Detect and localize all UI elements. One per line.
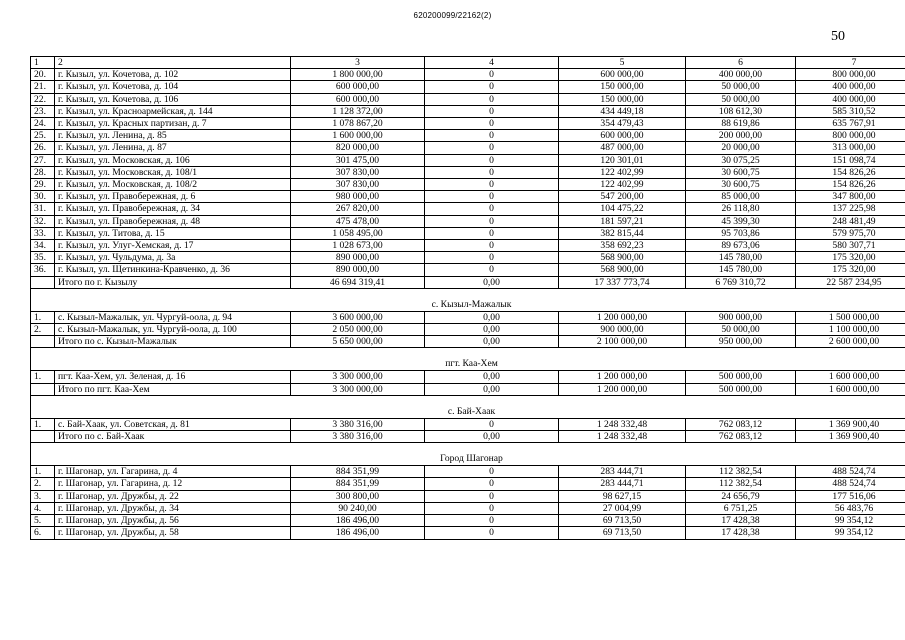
cell-col-5: 69 713,50 <box>559 515 686 527</box>
cell-col-5: 122 402,99 <box>559 179 686 191</box>
cell-col-7: 154 826,26 <box>796 179 905 191</box>
cell-col-3: 475 478,00 <box>291 215 425 227</box>
section-title: пгт. Каа-Хем <box>31 348 905 371</box>
cell-col-2: с. Кызыл-Мажалык, ул. Чургуй-оола, д. 100 <box>55 324 291 336</box>
cell-col-3: 820 000,00 <box>291 142 425 154</box>
cell-col-3: 5 650 000,00 <box>291 336 425 348</box>
cell-col-7: 400 000,00 <box>796 93 905 105</box>
cell-col-1: 35. <box>31 252 55 264</box>
cell-col-1: 1. <box>31 466 55 478</box>
cell-col-1: 1. <box>31 311 55 323</box>
cell-col-4: 0 <box>425 69 559 81</box>
cell-col-1 <box>31 431 55 443</box>
table-row <box>31 166 905 178</box>
table-row <box>31 191 905 203</box>
cell-col-1: 27. <box>31 154 55 166</box>
cell-col-6: 45 399,30 <box>686 215 796 227</box>
cell-col-4: 0,00 <box>425 311 559 323</box>
table-row <box>31 252 905 264</box>
section-title: с. Бай-Хаак <box>31 395 905 418</box>
cell-col-7: 1 500 000,00 <box>796 311 905 323</box>
table-row <box>31 478 905 490</box>
cell-col-1: 1. <box>31 418 55 430</box>
cell-col-4: 0,00 <box>425 276 559 288</box>
cell-col-1: 24. <box>31 118 55 130</box>
table-row <box>31 502 905 514</box>
table-row <box>31 490 905 502</box>
total-row <box>31 383 905 395</box>
cell-col-1: 6. <box>31 527 55 539</box>
section-header-row <box>31 348 905 371</box>
cell-col-1: 4. <box>31 502 55 514</box>
cell-col-4: 0,00 <box>425 324 559 336</box>
cell-col-2: г. Кызыл, ул. Правобережная, д. 6 <box>55 191 291 203</box>
table-row <box>31 371 905 383</box>
cell-col-6: 500 000,00 <box>686 383 796 395</box>
cell-col-4: 0 <box>425 166 559 178</box>
cell-col-7: 175 320,00 <box>796 264 905 276</box>
cell-col-2: г. Шагонар, ул. Дружбы, д. 58 <box>55 527 291 539</box>
cell-col-7: 585 310,52 <box>796 105 905 117</box>
cell-col-7: 154 826,26 <box>796 166 905 178</box>
cell-col-5: 150 000,00 <box>559 81 686 93</box>
cell-col-7: 151 098,74 <box>796 154 905 166</box>
cell-col-6: 112 382,54 <box>686 478 796 490</box>
cell-col-7: 175 320,00 <box>796 252 905 264</box>
cell-col-6: 200 000,00 <box>686 130 796 142</box>
cell-col-6: 85 000,00 <box>686 191 796 203</box>
table-row <box>31 240 905 252</box>
cell-col-4: 0 <box>425 252 559 264</box>
cell-col-6: 6 751,25 <box>686 502 796 514</box>
table-row <box>31 466 905 478</box>
cell-col-2: г. Шагонар, ул. Гагарина, д. 4 <box>55 466 291 478</box>
section-title: с. Кызыл-Мажалык <box>31 288 905 311</box>
cell-col-2: Итого по с. Кызыл-Мажалык <box>55 336 291 348</box>
cell-col-7: 248 481,49 <box>796 215 905 227</box>
cell-col-4: 0 <box>425 93 559 105</box>
cell-col-5: 487 000,00 <box>559 142 686 154</box>
cell-col-7: 1 100 000,00 <box>796 324 905 336</box>
cell-col-6: 30 075,25 <box>686 154 796 166</box>
cell-col-6: 50 000,00 <box>686 324 796 336</box>
cell-col-7: 488 524,74 <box>796 466 905 478</box>
cell-col-4: 0,00 <box>425 383 559 395</box>
cell-col-6: 145 780,00 <box>686 252 796 264</box>
cell-col-5: 547 200,00 <box>559 191 686 203</box>
cell-col-2: г. Кызыл, ул. Московская, д. 108/2 <box>55 179 291 191</box>
cell-col-2: г. Кызыл, ул. Щетинкина-Кравченко, д. 36 <box>55 264 291 276</box>
cell-col-4: 0 <box>425 179 559 191</box>
cell-col-5: 283 444,71 <box>559 466 686 478</box>
cell-col-4: 0 <box>425 466 559 478</box>
cell-col-5: 122 402,99 <box>559 166 686 178</box>
cell-col-4: 0 <box>425 215 559 227</box>
cell-col-4: 0 <box>425 154 559 166</box>
cell-col-2: г. Кызыл, ул. Московская, д. 108/1 <box>55 166 291 178</box>
cell-col-6: 20 000,00 <box>686 142 796 154</box>
cell-col-5: 104 475,22 <box>559 203 686 215</box>
table-row <box>31 215 905 227</box>
cell-col-1: 3. <box>31 490 55 502</box>
section-header-row <box>31 443 905 466</box>
cell-col-7: 579 975,70 <box>796 227 905 239</box>
cell-col-5: 434 449,18 <box>559 105 686 117</box>
cell-col-3: 600 000,00 <box>291 81 425 93</box>
cell-col-4: 0 <box>425 490 559 502</box>
cell-col-1: 2. <box>31 324 55 336</box>
table-row <box>31 142 905 154</box>
cell-col-6: 6 769 310,72 <box>686 276 796 288</box>
table-row <box>31 130 905 142</box>
cell-col-4: 0 <box>425 81 559 93</box>
cell-col-3: 46 694 319,41 <box>291 276 425 288</box>
cell-col-2: г. Кызыл, ул. Правобережная, д. 48 <box>55 215 291 227</box>
cell-col-1: 23. <box>31 105 55 117</box>
cell-col-6: 500 000,00 <box>686 371 796 383</box>
table-row <box>31 69 905 81</box>
cell-col-3: 267 820,00 <box>291 203 425 215</box>
cell-col-6: 762 083,12 <box>686 431 796 443</box>
cell-col-2: г. Шагонар, ул. Дружбы, д. 56 <box>55 515 291 527</box>
table-row <box>31 154 905 166</box>
cell-col-1: 36. <box>31 264 55 276</box>
cell-col-3: 301 475,00 <box>291 154 425 166</box>
cell-col-1: 5. <box>31 515 55 527</box>
cell-col-5: 354 479,43 <box>559 118 686 130</box>
cell-col-3: 3 300 000,00 <box>291 383 425 395</box>
cell-col-4: 0 <box>425 227 559 239</box>
total-row <box>31 276 905 288</box>
table-row <box>31 203 905 215</box>
cell-col-5: 17 337 773,74 <box>559 276 686 288</box>
cell-col-7: 488 524,74 <box>796 478 905 490</box>
cell-col-6: 50 000,00 <box>686 81 796 93</box>
cell-col-3: 600 000,00 <box>291 93 425 105</box>
cell-col-5: 568 900,00 <box>559 252 686 264</box>
cell-col-4: 0 <box>425 527 559 539</box>
cell-col-1: 32. <box>31 215 55 227</box>
cell-col-4: 0 <box>425 478 559 490</box>
total-row <box>31 431 905 443</box>
table-row <box>31 81 905 93</box>
cell-col-3: 1 058 495,00 <box>291 227 425 239</box>
cell-col-3: 890 000,00 <box>291 264 425 276</box>
cell-col-4: 0,00 <box>425 431 559 443</box>
table-row <box>31 324 905 336</box>
cell-col-1: 28. <box>31 166 55 178</box>
cell-col-1 <box>31 336 55 348</box>
cell-col-7: 1 600 000,00 <box>796 383 905 395</box>
cell-col-3: 884 351,99 <box>291 478 425 490</box>
cell-col-4: 0 <box>425 264 559 276</box>
cell-col-6: 900 000,00 <box>686 311 796 323</box>
table-row <box>31 118 905 130</box>
cell-col-6: 112 382,54 <box>686 466 796 478</box>
cell-col-2: г. Кызыл, ул. Правобережная, д. 34 <box>55 203 291 215</box>
cell-col-3: 1 600 000,00 <box>291 130 425 142</box>
total-row <box>31 336 905 348</box>
cell-col-1 <box>31 383 55 395</box>
cell-col-6: 400 000,00 <box>686 69 796 81</box>
cell-col-3: 884 351,99 <box>291 466 425 478</box>
cell-col-5: 1 200 000,00 <box>559 383 686 395</box>
section-title: Город Шагонар <box>31 443 905 466</box>
cell-col-4: 0 <box>425 118 559 130</box>
cell-col-2: г. Кызыл, ул. Ленина, д. 87 <box>55 142 291 154</box>
cell-col-2: Итого по с. Бай-Хаак <box>55 431 291 443</box>
cell-col-7: 400 000,00 <box>796 81 905 93</box>
cell-col-1: 2. <box>31 478 55 490</box>
cell-col-5: 1 248 332,48 <box>559 418 686 430</box>
cell-col-3: 1 078 867,20 <box>291 118 425 130</box>
document-id: 620200099/22162(2) <box>413 11 492 20</box>
cell-col-5: 568 900,00 <box>559 264 686 276</box>
cell-col-1: 33. <box>31 227 55 239</box>
cell-col-5: 98 627,15 <box>559 490 686 502</box>
cell-col-2: г. Кызыл, ул. Улуг-Хемская, д. 17 <box>55 240 291 252</box>
cell-col-2: г. Шагонар, ул. Дружбы, д. 22 <box>55 490 291 502</box>
table-row <box>31 93 905 105</box>
cell-col-3: 3 380 316,00 <box>291 431 425 443</box>
cell-col-4: 0 <box>425 105 559 117</box>
table-row <box>31 264 905 276</box>
cell-col-6: 108 612,30 <box>686 105 796 117</box>
cell-col-3: 307 830,00 <box>291 166 425 178</box>
cell-col-7: 800 000,00 <box>796 130 905 142</box>
cell-col-5: 181 597,21 <box>559 215 686 227</box>
cell-col-5: 69 713,50 <box>559 527 686 539</box>
cell-col-6: 26 118,80 <box>686 203 796 215</box>
cell-col-5: 1 200 000,00 <box>559 311 686 323</box>
cell-col-3: 186 496,00 <box>291 527 425 539</box>
cell-col-6: 50 000,00 <box>686 93 796 105</box>
cell-col-5: 900 000,00 <box>559 324 686 336</box>
cell-col-1: 25. <box>31 130 55 142</box>
table-row <box>31 515 905 527</box>
cell-col-7: 7 <box>796 57 905 69</box>
cell-col-6: 950 000,00 <box>686 336 796 348</box>
cell-col-5: 27 004,99 <box>559 502 686 514</box>
cell-col-2: г. Кызыл, ул. Чульдума, д. 3а <box>55 252 291 264</box>
cell-col-5: 382 815,44 <box>559 227 686 239</box>
cell-col-2: г. Кызыл, ул. Кочетова, д. 102 <box>55 69 291 81</box>
cell-col-7: 177 516,06 <box>796 490 905 502</box>
table-row <box>31 105 905 117</box>
cell-col-7: 580 307,71 <box>796 240 905 252</box>
table-row <box>31 179 905 191</box>
cell-col-2: пгт. Каа-Хем, ул. Зеленая, д. 16 <box>55 371 291 383</box>
cell-col-3: 307 830,00 <box>291 179 425 191</box>
cell-col-3: 1 028 673,00 <box>291 240 425 252</box>
cell-col-6: 17 428,38 <box>686 527 796 539</box>
housing-repair-table <box>30 56 905 540</box>
page-number: 50 <box>831 29 845 44</box>
cell-col-2: г. Кызыл, ул. Титова, д. 15 <box>55 227 291 239</box>
cell-col-2: г. Кызыл, ул. Кочетова, д. 104 <box>55 81 291 93</box>
cell-col-7: 22 587 234,95 <box>796 276 905 288</box>
cell-col-1: 22. <box>31 93 55 105</box>
cell-col-7: 800 000,00 <box>796 69 905 81</box>
cell-col-2: Итого по г. Кызылу <box>55 276 291 288</box>
cell-col-5: 1 248 332,48 <box>559 431 686 443</box>
cell-col-5: 120 301,01 <box>559 154 686 166</box>
cell-col-4: 0 <box>425 418 559 430</box>
cell-col-7: 1 369 900,40 <box>796 431 905 443</box>
cell-col-1: 20. <box>31 69 55 81</box>
cell-col-6: 95 703,86 <box>686 227 796 239</box>
cell-col-2: г. Кызыл, ул. Красноармейская, д. 144 <box>55 105 291 117</box>
cell-col-3: 1 800 000,00 <box>291 69 425 81</box>
cell-col-2: Итого по пгт. Каа-Хем <box>55 383 291 395</box>
cell-col-1: 1. <box>31 371 55 383</box>
cell-col-5: 5 <box>559 57 686 69</box>
cell-col-1: 34. <box>31 240 55 252</box>
cell-col-7: 2 600 000,00 <box>796 336 905 348</box>
cell-col-2: г. Шагонар, ул. Дружбы, д. 34 <box>55 502 291 514</box>
cell-col-6: 88 619,86 <box>686 118 796 130</box>
cell-col-1: 1 <box>31 57 55 69</box>
cell-col-4: 4 <box>425 57 559 69</box>
cell-col-5: 1 200 000,00 <box>559 371 686 383</box>
cell-col-7: 99 354,12 <box>796 515 905 527</box>
cell-col-2: г. Кызыл, ул. Ленина, д. 85 <box>55 130 291 142</box>
cell-col-5: 600 000,00 <box>559 130 686 142</box>
cell-col-6: 30 600,75 <box>686 179 796 191</box>
cell-col-2: с. Бай-Хаак, ул. Советская, д. 81 <box>55 418 291 430</box>
cell-col-2: с. Кызыл-Мажалык, ул. Чургуй-оола, д. 94 <box>55 311 291 323</box>
table-row <box>31 227 905 239</box>
cell-col-7: 635 767,91 <box>796 118 905 130</box>
cell-col-5: 358 692,23 <box>559 240 686 252</box>
cell-col-3: 1 128 372,00 <box>291 105 425 117</box>
cell-col-1: 21. <box>31 81 55 93</box>
cell-col-4: 0 <box>425 191 559 203</box>
cell-col-4: 0 <box>425 502 559 514</box>
cell-col-2: 2 <box>55 57 291 69</box>
table-row <box>31 527 905 539</box>
table-row <box>31 311 905 323</box>
cell-col-4: 0,00 <box>425 336 559 348</box>
cell-col-3: 90 240,00 <box>291 502 425 514</box>
section-header-row <box>31 395 905 418</box>
cell-col-2: г. Кызыл, ул. Московская, д. 106 <box>55 154 291 166</box>
cell-col-3: 300 800,00 <box>291 490 425 502</box>
cell-col-2: г. Кызыл, ул. Кочетова, д. 106 <box>55 93 291 105</box>
cell-col-1: 31. <box>31 203 55 215</box>
cell-col-4: 0 <box>425 130 559 142</box>
cell-col-6: 24 656,79 <box>686 490 796 502</box>
cell-col-3: 3 600 000,00 <box>291 311 425 323</box>
cell-col-2: г. Шагонар, ул. Гагарина, д. 12 <box>55 478 291 490</box>
cell-col-6: 30 600,75 <box>686 166 796 178</box>
section-header-row <box>31 288 905 311</box>
cell-col-7: 1 369 900,40 <box>796 418 905 430</box>
cell-col-7: 1 600 000,00 <box>796 371 905 383</box>
cell-col-6: 89 673,06 <box>686 240 796 252</box>
cell-col-3: 890 000,00 <box>291 252 425 264</box>
cell-col-4: 0 <box>425 515 559 527</box>
column-number-row <box>31 57 905 69</box>
cell-col-7: 313 000,00 <box>796 142 905 154</box>
cell-col-1 <box>31 276 55 288</box>
cell-col-7: 347 800,00 <box>796 191 905 203</box>
cell-col-1: 30. <box>31 191 55 203</box>
cell-col-4: 0 <box>425 240 559 252</box>
cell-col-6: 17 428,38 <box>686 515 796 527</box>
cell-col-1: 26. <box>31 142 55 154</box>
cell-col-1: 29. <box>31 179 55 191</box>
cell-col-5: 150 000,00 <box>559 93 686 105</box>
cell-col-3: 980 000,00 <box>291 191 425 203</box>
cell-col-3: 2 050 000,00 <box>291 324 425 336</box>
cell-col-3: 3 <box>291 57 425 69</box>
cell-col-7: 137 225,98 <box>796 203 905 215</box>
table-row <box>31 418 905 430</box>
cell-col-7: 56 483,76 <box>796 502 905 514</box>
cell-col-4: 0,00 <box>425 371 559 383</box>
cell-col-4: 0 <box>425 142 559 154</box>
cell-col-6: 145 780,00 <box>686 264 796 276</box>
cell-col-2: г. Кызыл, ул. Красных партизан, д. 7 <box>55 118 291 130</box>
cell-col-5: 283 444,71 <box>559 478 686 490</box>
cell-col-7: 99 354,12 <box>796 527 905 539</box>
cell-col-3: 3 380 316,00 <box>291 418 425 430</box>
cell-col-6: 762 083,12 <box>686 418 796 430</box>
cell-col-3: 186 496,00 <box>291 515 425 527</box>
cell-col-5: 600 000,00 <box>559 69 686 81</box>
cell-col-6: 6 <box>686 57 796 69</box>
cell-col-5: 2 100 000,00 <box>559 336 686 348</box>
cell-col-4: 0 <box>425 203 559 215</box>
cell-col-3: 3 300 000,00 <box>291 371 425 383</box>
